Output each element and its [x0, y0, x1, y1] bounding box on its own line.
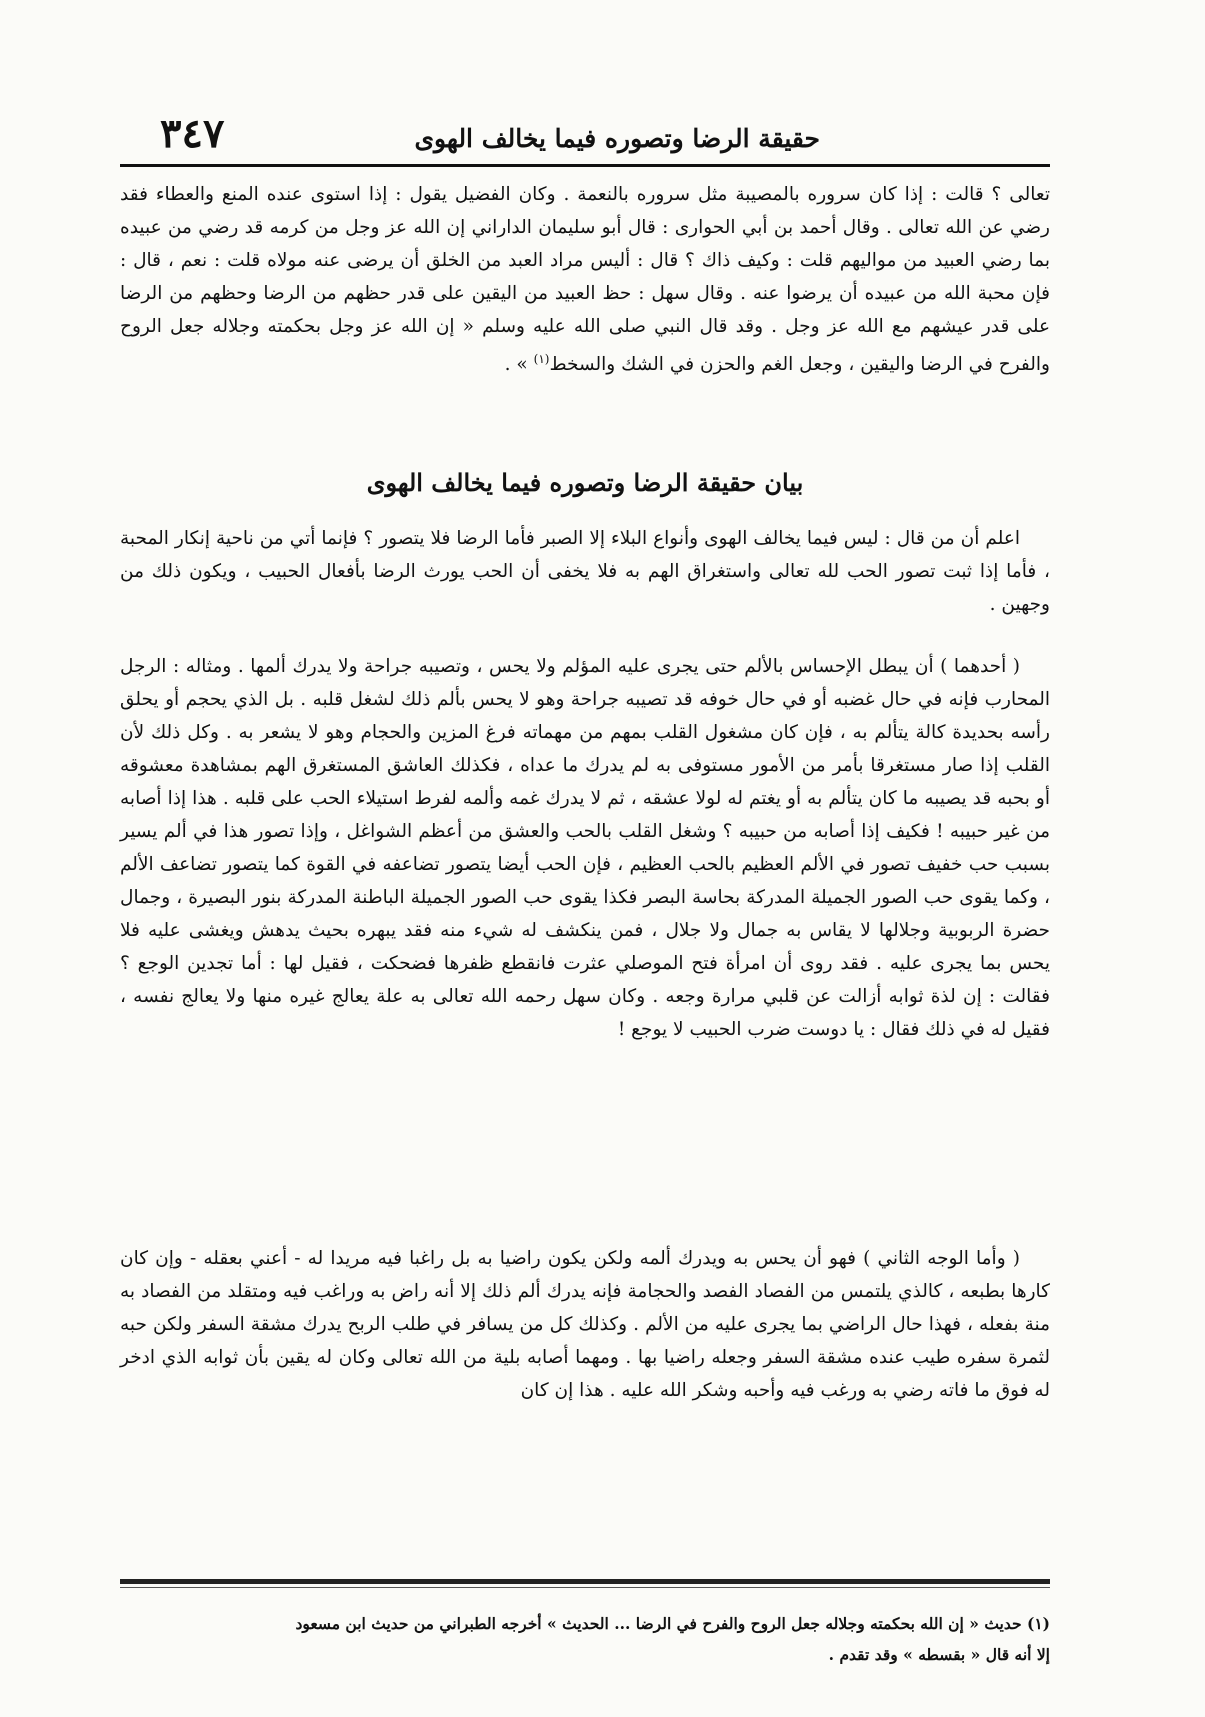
- intro-end: » .: [504, 354, 528, 376]
- page-number: ٣٤٧: [160, 110, 225, 157]
- paragraph-1: [120, 522, 1050, 621]
- paragraph-1-text: اعلم أن من قال : ليس فيما يخالف الهوى وأنواع البلاء إلا الصبر فأما الرضا فلا يتصور ؟ فإنما أتي من ناحية إنكار المحبة ، فأما إذا ثبت تصور الحب لله تعالى واستغراق الهم به فلا يخفى أن الحب يورث الرضا بأفعال الحبيب ، ويكون ذلك من وجهين .: [120, 528, 1050, 615]
- footnote-line-1: (١) حديث « إن الله بحكمته وجلاله جعل الروح والفرح في الرضا ... الحديث » أخرجه الطبراني من حديث ابن مسعود: [295, 1614, 1050, 1633]
- paragraph-3: [120, 1242, 1050, 1407]
- paragraph-2: [120, 650, 1050, 1046]
- paragraph-3-text: ( وأما الوجه الثاني ) فهو أن يحس به ويدرك ألمه ولكن يكون راضيا به بل راغبا فيه مريدا له - أعني بعقله - وإن كان كارها بطبعه ، كالذي يلتمس من الفصاد الفصد والحجامة فإنه يدرك ألم ذلك إلا أنه راض به وراغب فيه ومتقلد من الفصاد به منة بفعله ، فهذا حال الراضي بما يجرى عليه من الألم . وكذلك كل من يسافر في طلب الربح يدرك مشقة السفر ولكن حبه لثمرة سفره طيب عنده مشقة السفر وجعله راضيا بها . ومهما أصابه بلية من الله تعالى وكان له يقين بأن ثوابه الذي ادخر له فوق ما فاته رضي به ورغب فيه وأحبه وشكر الله عليه . هذا إن كان: [120, 1248, 1050, 1401]
- footnote: [120, 1608, 1050, 1670]
- header-rule: [120, 164, 1050, 167]
- footnote-rule: [120, 1579, 1050, 1584]
- page-header: [120, 110, 1050, 160]
- paragraph-2-text: ( أحدهما ) أن يبطل الإحساس بالألم حتى يجرى عليه المؤلم ولا يحس ، وتصيبه جراحة ولا يدرك ألمها . ومثاله : الرجل المحارب فإنه في حال غضبه أو في حال خوفه قد تصيبه جراحة وهو لا يحس بألم ذلك لشغل قلبه . بل الذي يحجم أو يحلق رأسه بحديدة كالة يتألم به ، فإن كان مشغول القلب بمهم من مهماته فرغ المزين والحجام وهو لا يشعر به . وكل ذلك لأن القلب إذا صار مستغرقا بأمر من الأمور مستوفى به لم يدرك ما عداه ، فكذلك العاشق المستغرق الهم بمشاهدة معشوقه أو بحبه قد يصيبه ما كان يتألم به أو يغتم له لولا عشقه ، ثم لا يدرك غمه وألمه لفرط استيلاء الحب على قلبه . هذا إذا أصابه من غير حبيبه ! فكيف إذا أصابه من حبيبه ؟ وشغل القلب بالحب والعشق من أعظم الشواغل ، وإذا تصور هذا في ألم يسير بسبب حب خفيف تصور في الألم العظيم بالحب العظيم ، فإن الحب أيضا يتصور تضاعفه في القوة كما يتصور تضاعف الألم ، وكما يقوى حب الصور الجميلة المدركة بحاسة البصر فكذا يقوى حب الصور الجميلة الباطنة المدركة بنور البصيرة ، وجمال حضرة الربوبية وجلالها لا يقاس به جمال ولا جلال ، فمن ينكشف له شيء منه فقد يبهره بحيث يدهش ويغشى عليه فلا يحس بما يجرى عليه . فقد روى أن امرأة فتح الموصلي عثرت فانقطع ظفرها فضحكت ، فقيل لها : أما تجدين الوجع ؟ فقالت : إن لذة ثوابه أزالت عن قلبي مرارة وجعه . وكان سهل رحمه الله تعالى به علة يعالج غيره منها ولا يعالج نفسه ، فقيل له في ذلك فقال : يا دوست ضرب الحبيب لا يوجع !: [120, 656, 1050, 1040]
- section-title: بيان حقيقة الرضا وتصوره فيما يخالف الهوى: [366, 468, 804, 497]
- intro-text: تعالى ؟ قالت : إذا كان سروره بالمصيبة مثل سروره بالنعمة . وكان الفضيل يقول : إذا استوى عنده المنع والعطاء فقد رضي عن الله تعالى . وقال أحمد بن أبي الحوارى : قال أبو سليمان الداراني إن الله عز وجل من كرمه قد رضي من عبيده بما رضي العبيد من مواليهم قلت : وكيف ذاك ؟ قال : أليس مراد العبد من الخلق أن يرضى عنه مولاه قلت : نعم ، قال : فإن محبة الله من عبيده أن يرضوا عنه . وقال سهل : حظ العبيد من اليقين على قدر حظهم من الرضا وحظهم من الرضا على قدر عيشهم مع الله عز وجل . وقد قال النبي صلى الله عليه وسلم « إن الله عز وجل بحكمته وجلاله جعل الروح والفرح في الرضا واليقين ، وجعل الغم والحزن في الشك والسخط: [120, 184, 1050, 376]
- footnote-marker: (١): [533, 352, 550, 366]
- running-title: حقيقة الرضا وتصوره فيما يخالف الهوى: [414, 124, 820, 153]
- footnote-line-2: إلا أنه قال « بقسطه » وقد تقدم .: [828, 1645, 1050, 1664]
- intro-paragraph: [120, 178, 1050, 381]
